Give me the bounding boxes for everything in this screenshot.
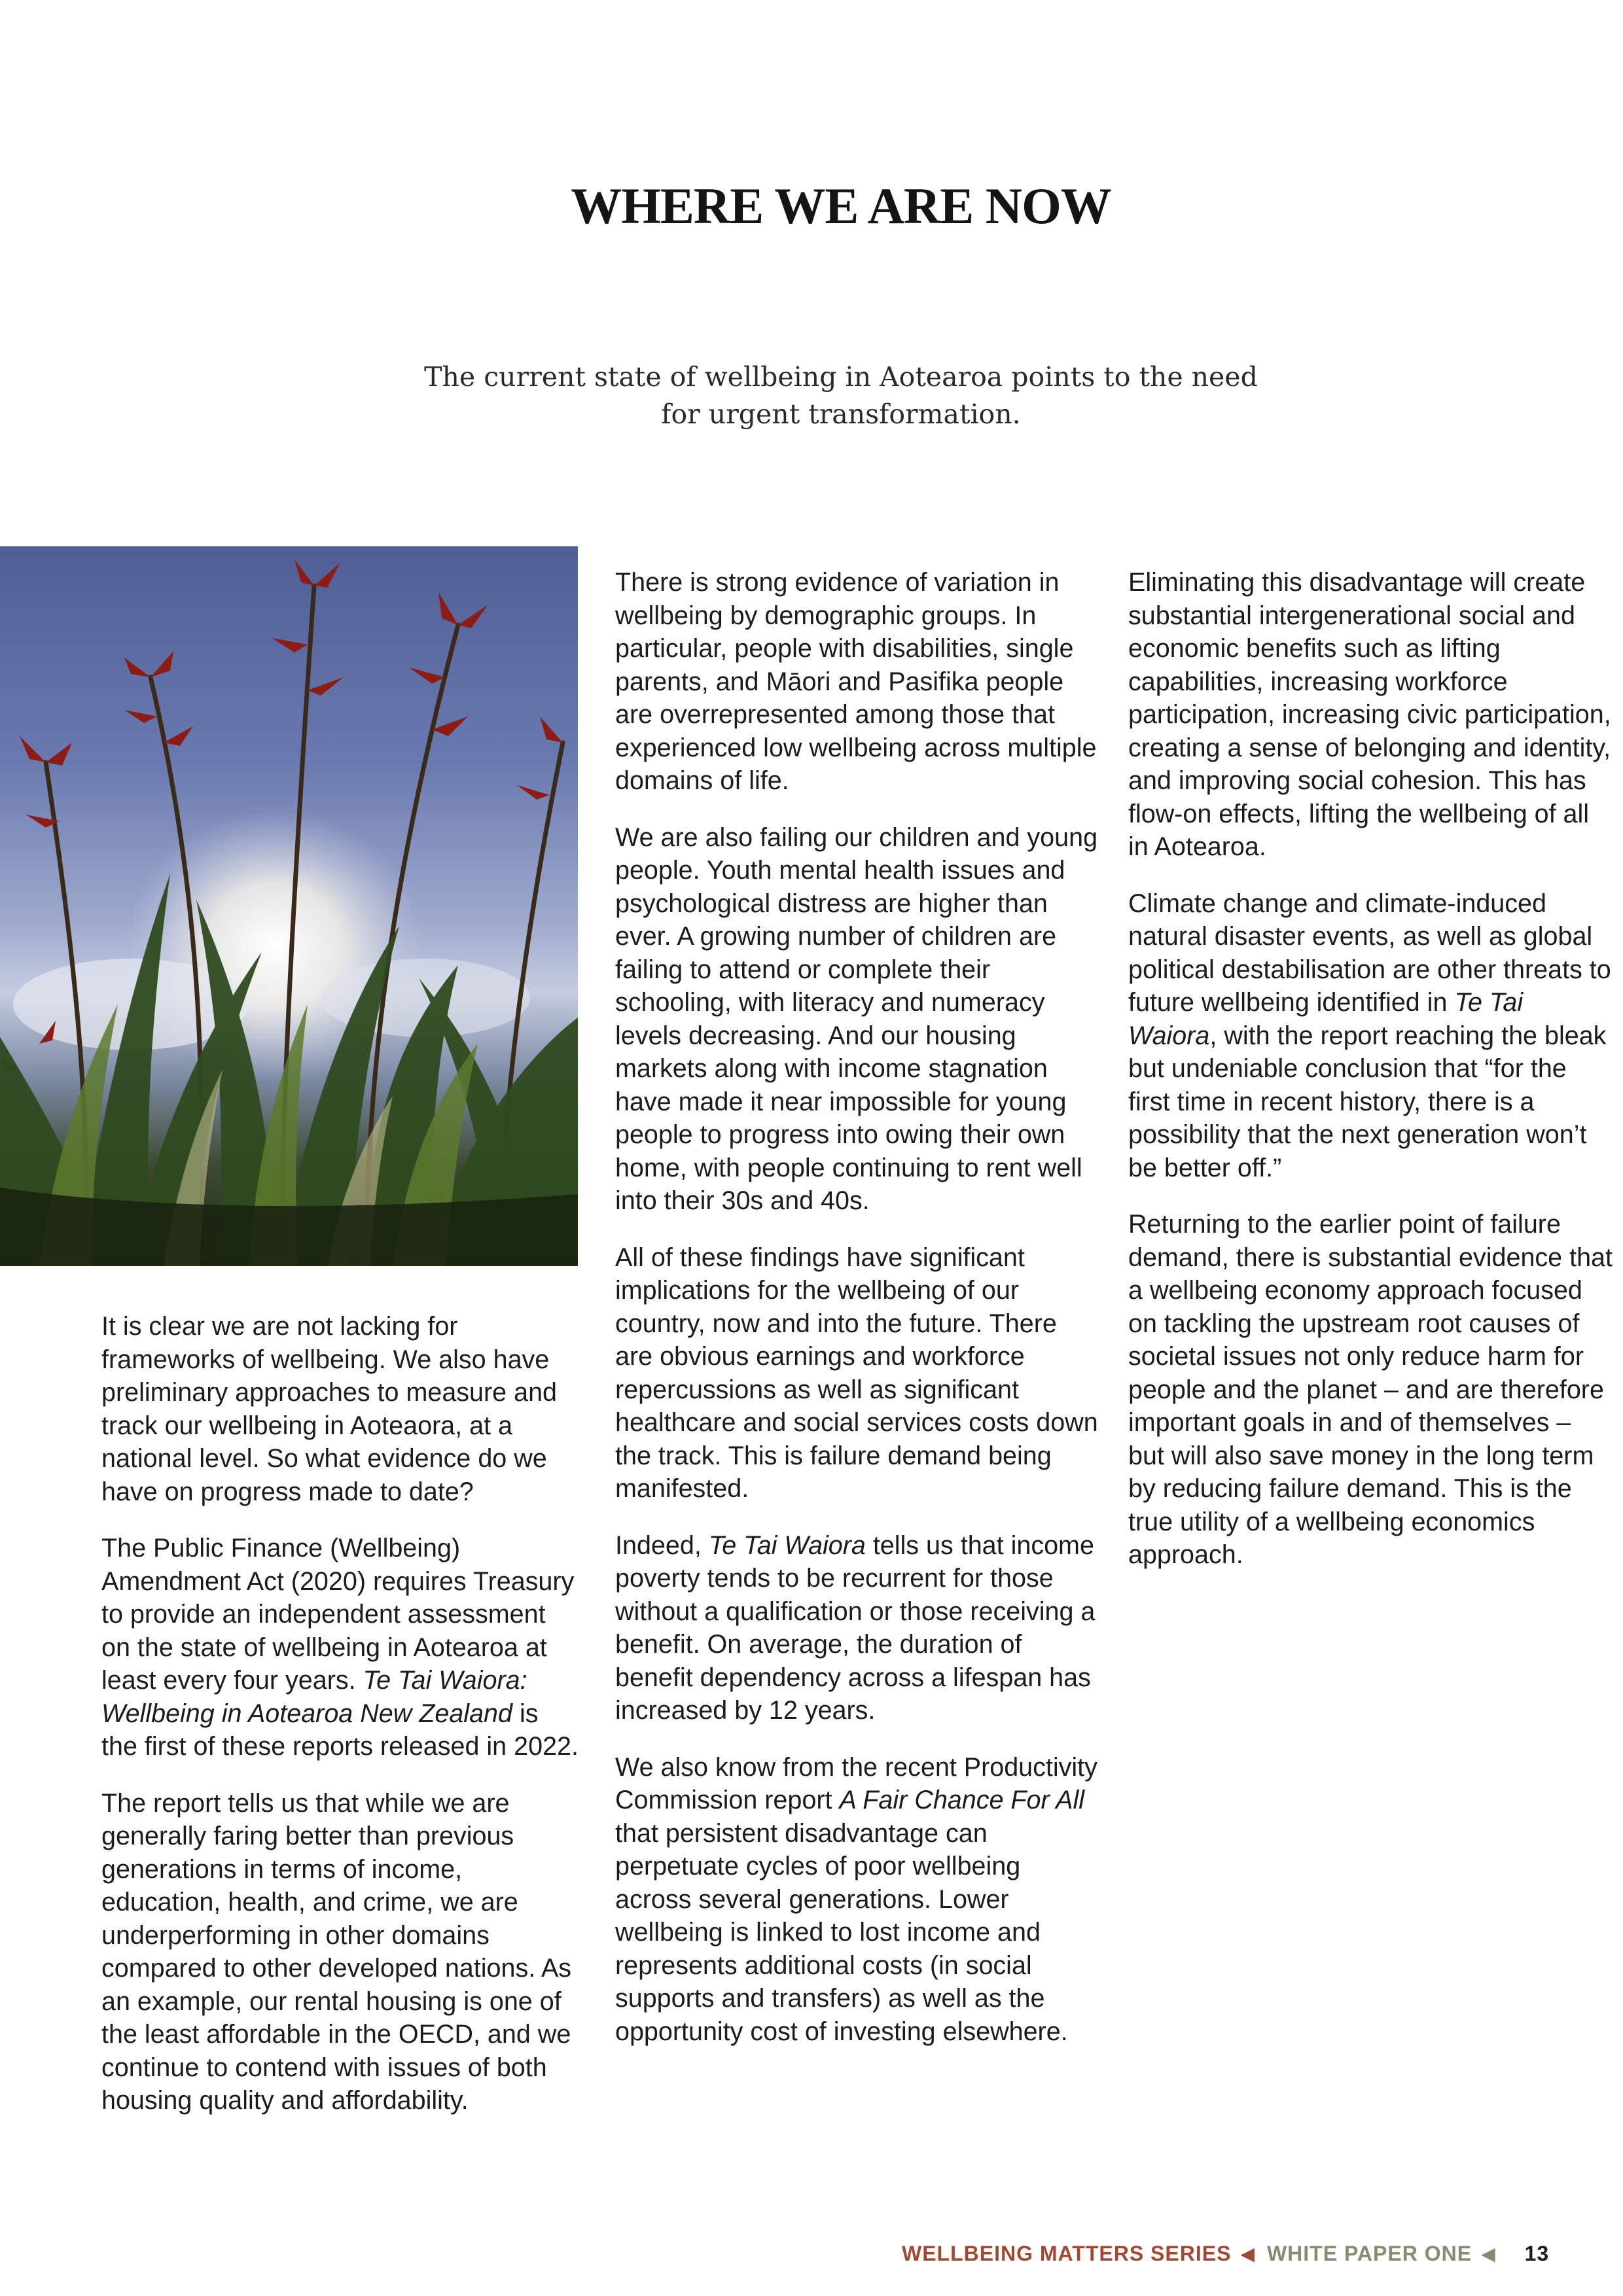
intro-text: The current state of wellbeing in Aotearoa points to the need for urgent transformation. — [424, 361, 1258, 430]
paragraph: Returning to the earlier point of failure demand, there is substantial evidence that a wellbeing economy approach focused on tackling the upstream root causes of societal issues not only reduce harm for people and the planet – and are therefore important goals in and of themselves – but will also save money in the long term by reducing failure demand. This is the true utility of a wellbeing economics approach. — [1128, 1210, 1613, 1569]
paragraph: We also know from the recent Productivity Commission report A Fair Chance For All that persistent disadvantage can perpetuate cycles of poor wellbeing across several generations. Lower wellbeing is linked to lost income and represents additional costs (in social supports and transfers) as well as the opportunity cost of investing elsewhere. — [615, 1752, 1097, 2046]
paragraph: We are also failing our children and young people. Youth mental health issues and psychological distress are higher than ever. A growing number of children are failing to attend or complete their schooling, with literacy and numeracy levels decreasing. And our housing markets along with income stagnation have made it near impossible for young people to progress into owing their own home, with people continuing to rent well into their 30s and 40s. — [615, 822, 1098, 1215]
paragraph: It is clear we are not lacking for frameworks of wellbeing. We also have preliminary approaches to measure and track our wellbeing in Aoteaora, at a national level. So what evidence do we have on progress made to date? — [101, 1312, 558, 1506]
paragraph: Eliminating this disadvantage will create substantial intergenerational social and economic benefits such as lifting capabilities, increasing workforce participation, increasing civic participation, creating a sense of belonging and identity, and improving social cohesion. This has flow-on effects, lifting the wellbeing of all in Aotearoa. — [1128, 568, 1611, 861]
paragraph: All of these findings have significant implications for the wellbeing of our country, now and into the future. There are obvious earnings and workforce repercussions as well as significant healthcare and social services costs down the track. This is failure demand being manifested. — [615, 1243, 1098, 1503]
caret-left-icon: ◀ — [1240, 2244, 1255, 2264]
footer-paper: WHITE PAPER ONE — [1266, 2242, 1472, 2265]
paragraph: The Public Finance (Wellbeing) Amendment Act (2020) requires Treasury to provide an independent assessment on the state of wellbeing in Aotearoa at least every four years. Te Tai Waiora: Wellbeing in Aotearoa New Zealand is the first of these reports released in 2022. — [101, 1534, 579, 1761]
paragraph: Indeed, Te Tai Waiora tells us that income poverty tends to be recurrent for those without a qualification or those receiving a benefit. On average, the duration of benefit dependency across a lifespan has increased by 12 years. — [615, 1530, 1096, 1725]
page-number: 13 — [1524, 2242, 1550, 2265]
paragraph: Climate change and climate-induced natural disaster events, as well as global political destabilisation are other threats to future wellbeing identified in Te Tai Waiora, with the report reaching the bleak but undeniable conclusion that “for the first time in recent history, there is a possibility that the next generation won’t be better off.” — [1128, 889, 1611, 1182]
page-footer — [902, 2242, 1556, 2266]
paragraph: The report tells us that while we are generally faring better than previous generations in terms of income, education, health, and crime, we are underperforming in other domains compared to other developed nations. As an example, our rental housing is one of the least affordable in the OECD, and we continue to contend with issues of both housing quality and affordability. — [101, 1788, 572, 2115]
column-middle — [615, 566, 1099, 2072]
flax-flowers-photo — [0, 546, 578, 1266]
column-right — [1128, 566, 1613, 1595]
page-title: WHERE WE ARE NOW — [571, 177, 1111, 234]
column-left — [101, 1310, 579, 2141]
paragraph: There is strong evidence of variation in wellbeing by demographic groups. In particular, people with disabilities, single parents, and Māori and Pasifika people are overrepresented among those that experienced low wellbeing across multiple domains of life. — [615, 568, 1097, 795]
caret-left-icon: ◀ — [1481, 2244, 1496, 2264]
footer-series: WELLBEING MATTERS SERIES — [902, 2242, 1232, 2265]
